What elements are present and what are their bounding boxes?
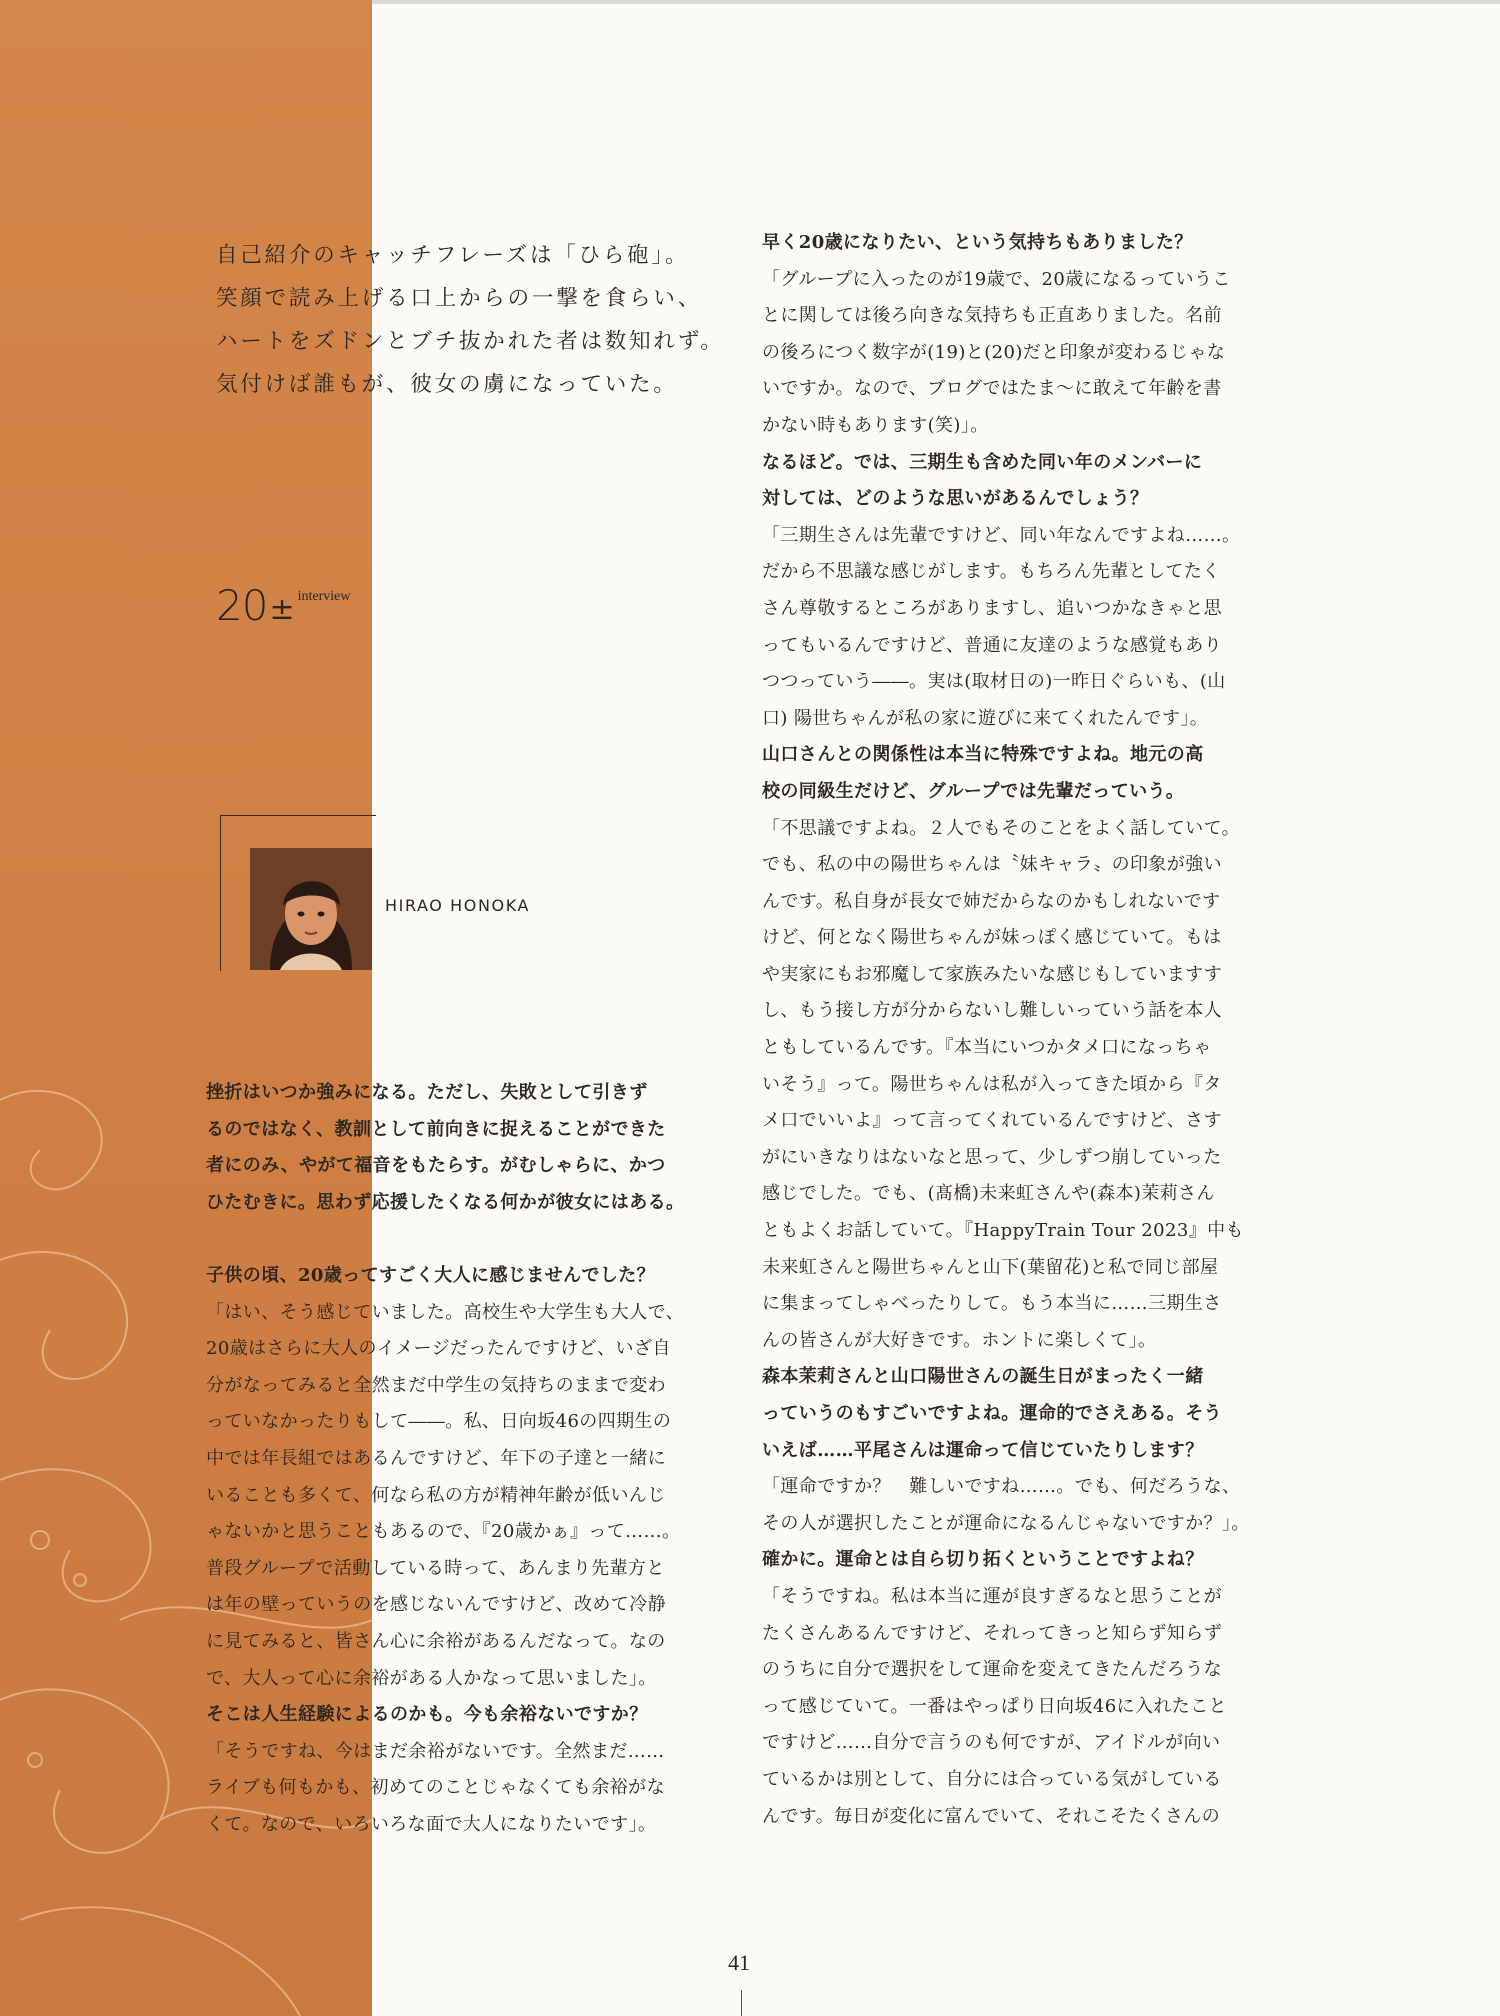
answer-line: ゃないかと思うこともあるので、『20歳かぁ』って……。 <box>206 1521 681 1543</box>
question: 早く20歳になりたい、という気持ちもありました？ <box>762 232 1193 253</box>
answer-line: がにいきなりはないなと思って、少しずつ崩していった <box>762 1146 1222 1168</box>
answer-line: 20歳はさらに大人のイメージだったんですけど、いざ自 <box>206 1338 671 1360</box>
answer-line: けど、何となく陽世ちゃんが妹っぽく感じていて。もは <box>762 927 1222 949</box>
answer-line: 中では年長組ではあるんですけど、年下の子達と一緒に <box>206 1447 666 1469</box>
series-word: interview <box>297 589 351 604</box>
answer-line: 「不思議ですよね。２人でもそのことをよく話していて。 <box>762 817 1241 839</box>
answer-line: ですけど……自分で言うのも何ですが、アイドルが向い <box>762 1732 1221 1754</box>
answer-line: その人が選択したことが運命になるんじゃないですか？」。 <box>762 1512 1250 1534</box>
answer-line: 「そうですね、今はまだ余裕がないです。全然まだ…… <box>206 1740 665 1762</box>
answer-line: だから不思議な感じがします。もちろん先輩としてたく <box>762 561 1221 583</box>
question: 校の同級生だけど、グループでは先輩だっていう。 <box>762 780 1185 802</box>
answer-line: って感じていて。一番はやっぱり日向坂46に入れたこと <box>762 1695 1227 1717</box>
intro-line: 気付けば誰もが、彼女の虜になっていた。 <box>216 372 678 397</box>
answer-line: ってもいるんですけど、普通に友達のような感覚もあり <box>762 634 1222 656</box>
answer-line: 普段グループで活動している時って、あんまり先輩方と <box>206 1557 665 1579</box>
answer-line: でも、私の中の陽世ちゃんは〝妹キャラ〟の印象が強い <box>762 854 1222 876</box>
intro-line: 笑顔で読み上げる口上からの一撃を食らい、 <box>216 286 703 311</box>
answer-line: 分がなってみると全然まだ中学生の気持ちのままで変わ <box>206 1374 666 1396</box>
answer-line: ともしているんです。『本当にいつかタメ口になっちゃ <box>762 1037 1212 1059</box>
answer-line: 「グループに入ったのが19歳で、20歳になるっていうこ <box>762 268 1231 290</box>
answer-line: のうちに自分で選択をして運命を変えてきたんだろうな <box>762 1659 1222 1681</box>
answer-line: んです。毎日が変化に富んでいて、それこそたくさんの <box>762 1805 1221 1827</box>
lead-line: るのではなく、教訓として前向きに捉えることができた <box>206 1118 666 1140</box>
question: いえば……平尾さんは運命って信じていたりします？ <box>762 1439 1204 1461</box>
question: 確かに。運命とは自ら切り拓くということですよね？ <box>762 1549 1204 1571</box>
answer-line: 「運命ですか？ 難しいですね……。でも、何だろうな、 <box>762 1476 1241 1498</box>
question: なるほど。では、三期生も含めた同い年のメンバーに <box>762 451 1203 473</box>
answer-line: に見てみると、皆さん心に余裕があるんだなって。なの <box>206 1630 666 1652</box>
question: 子供の頃、20歳ってすごく大人に感じませんでした？ <box>206 1264 656 1286</box>
answer-line: んです。私自身が長女で姉だからなのかもしれないです <box>762 890 1221 912</box>
lead-line: 者にのみ、やがて福音をもたらす。がむしゃらに、かつ <box>206 1155 666 1177</box>
answer-line: くて。なので、いろいろな面で大人になりたいです」。 <box>206 1813 657 1835</box>
question: 対しては、どのような思いがあるんでしょう？ <box>762 488 1149 510</box>
series-logo <box>216 581 351 630</box>
answer-line: 「はい、そう感じていました。高校生や大学生も大人で、 <box>206 1301 685 1323</box>
question: 森本茉莉さんと山口陽世さんの誕生日がまったく一緒 <box>762 1366 1204 1388</box>
answer-line: さん尊敬するところがありますし、追いつかなきゃと思 <box>762 597 1222 619</box>
page-number: 41 <box>728 1950 750 1975</box>
answer-line: し、もう接し方が分からないし難しいっていう話を本人 <box>762 1000 1222 1022</box>
answer-line: んの皆さんが大好きです。ホントに楽しくて」。 <box>762 1329 1157 1351</box>
intro-line: ハートをズドンとブチ抜かれた者は数知れず。 <box>216 329 725 354</box>
intro-catchphrase <box>216 234 725 406</box>
answer-line: かない時もあります(笑)」。 <box>762 414 989 436</box>
question: 山口さんとの関係性は本当に特殊ですよね。地元の高 <box>762 744 1204 766</box>
answer-line: に集まってしゃべったりして。もう本当に……三期生さ <box>762 1293 1222 1315</box>
lead-line: 挫折はいつか強みになる。ただし、失敗として引きず <box>206 1082 648 1103</box>
answer-line: メ口でいいよ』って言ってくれているんですけど、さす <box>762 1110 1222 1132</box>
profile-name: HIRAO HONOKA <box>385 896 531 915</box>
intro-line: 自己紹介のキャッチフレーズは「ひら砲」。 <box>216 243 690 268</box>
answer-line: いですか。なので、ブログではたま～に敢えて年齢を書 <box>762 378 1222 400</box>
answer-line: たくさんあるんですけど、それってきっと知らず知らず <box>762 1622 1222 1644</box>
answer-line: とに関しては後ろ向きな気持ちも正直ありました。名前 <box>762 305 1222 327</box>
right-column <box>762 225 1282 1835</box>
answer-line: は年の壁っていうのを感じないんですけど、改めて冷静 <box>206 1594 666 1616</box>
answer-line: いることも多くて、何なら私の方が精神年齢が低いんじ <box>206 1484 666 1506</box>
answer-line: っていなかったりもして――。私、日向坂46の四期生の <box>206 1411 672 1433</box>
answer-line: 感じでした。でも、(髙橋)未来虹さんや(森本)茉莉さん <box>762 1183 1215 1205</box>
lead-line: ひたむきに。思わず応援したくなる何かが彼女にはある。 <box>206 1191 685 1213</box>
portrait-photo <box>250 848 372 970</box>
answer-line: で、大人って心に余裕がある人かなって思いました」。 <box>206 1667 657 1689</box>
answer-line: や実家にもお邪魔して家族みたいな感じもしていますす <box>762 963 1223 985</box>
page-tick <box>741 1990 742 2016</box>
answer-line: 「そうですね。私は本当に運が良すぎるなと思うことが <box>762 1585 1222 1607</box>
answer-line: の後ろにつく数字が(19)と(20)だと印象が変わるじゃな <box>762 341 1226 363</box>
answer-line: つつっていう――。実は(取材日の)一昨日ぐらいも、(山 <box>762 671 1226 693</box>
answer-line: 口) 陽世ちゃんが私の家に遊びに来てくれたんです」。 <box>762 707 1209 729</box>
question: そこは人生経験によるのかも。今も余裕ないですか？ <box>206 1704 648 1726</box>
answer-line: ているかは別として、自分には合っている気がしている <box>762 1768 1222 1790</box>
question: っていうのもすごいですよね。運命的でさえある。そう <box>762 1403 1222 1424</box>
top-rule <box>372 0 1500 4</box>
answer-line: ライブも何もかも、初めてのことじゃなくても余裕がな <box>206 1777 665 1799</box>
answer-line: ともよくお話していて。『HappyTrain Tour 2023』中も <box>762 1220 1244 1242</box>
series-number: 20 <box>216 581 268 630</box>
answer-line: 未来虹さんと陽世ちゃんと山下(葉留花)と私で同じ部屋 <box>762 1256 1219 1278</box>
series-symbol: ± <box>269 592 295 627</box>
answer-line: 「三期生さんは先輩ですけど、同い年なんですよね……。 <box>762 524 1241 546</box>
left-column <box>206 1075 726 1843</box>
answer-line: いそう』って。陽世ちゃんは私が入ってきた頃から『タ <box>762 1073 1222 1095</box>
